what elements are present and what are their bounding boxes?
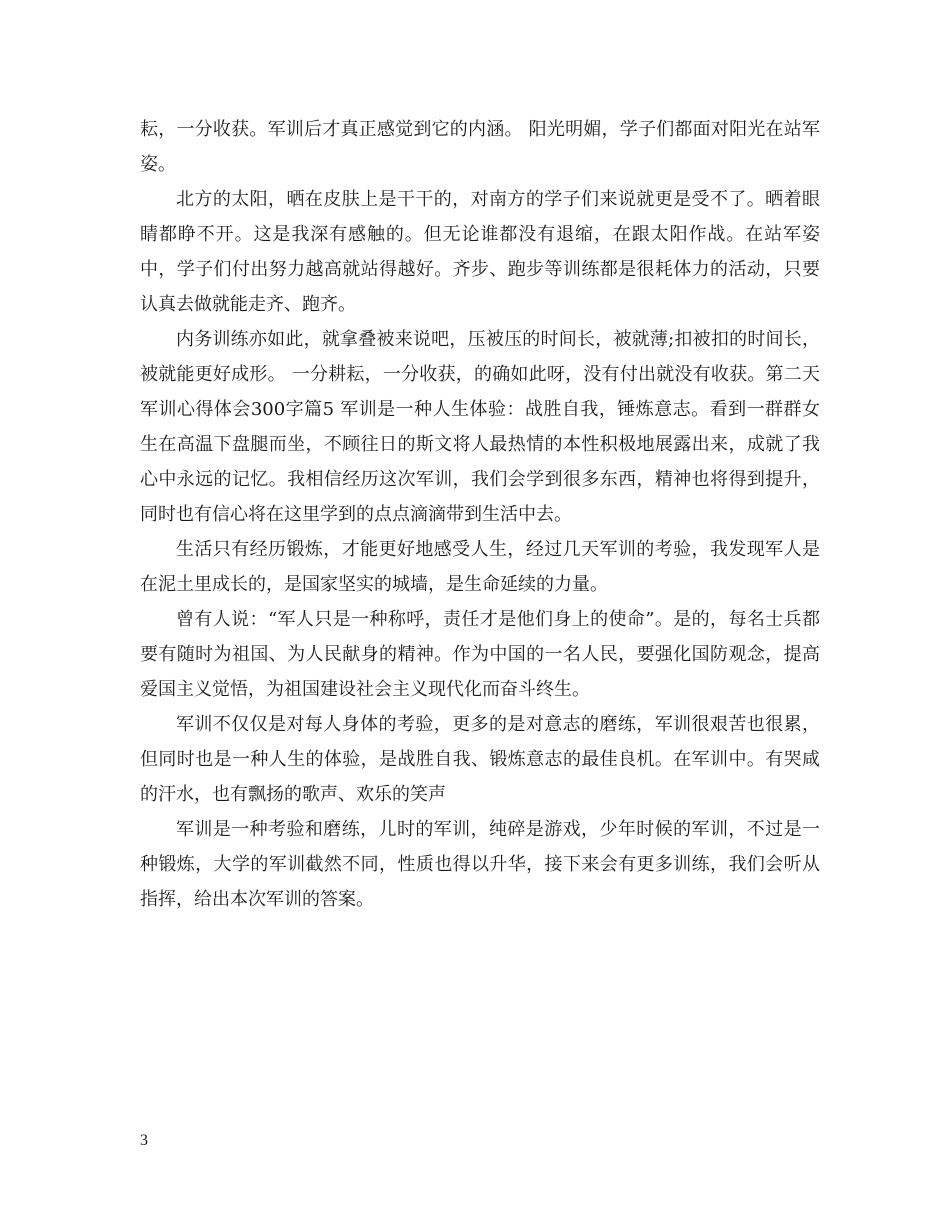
paragraph: 北方的太阳，晒在皮肤上是干干的，对南方的学子们来说就更是受不了。晒着眼睛都睁不开。这是我深有感触的。但无论谁都没有退缩，在跟太阳作战。在站军姿中，学子们付出努力越高就站得越好。齐步、跑步等训练都是很耗体力的活动，只要认真去做就能走齐、跑齐。	[140, 189, 820, 315]
paragraph: 军训是一种考验和磨练，儿时的军训，纯碎是游戏，少年时候的军训，不过是一种锻炼，大学的军训截然不同，性质也得以升华，接下来会有更多训练，我们会听从指挥，给出本次军训的答案。	[140, 819, 820, 910]
paragraph: 军训不仅仅是对每人身体的考验，更多的是对意志的磨练，军训很艰苦也很累，但同时也是一种人生的体验，是战胜自我、锻炼意志的最佳良机。在军训中。有哭咸的汗水，也有飘扬的歌声、欢乐的笑声	[140, 714, 820, 805]
paragraph-continuation: 耘，一分收获。军训后才真正感觉到它的内涵。 阳光明媚，学子们都面对阳光在站军姿。	[140, 119, 820, 175]
body-text	[140, 112, 820, 917]
paragraph: 生活只有经历锻炼，才能更好地感受人生，经过几天军训的考验，我发现军人是在泥土里成长的，是国家坚实的城墙，是生命延续的力量。	[140, 539, 820, 595]
paragraph: 内务训练亦如此，就拿叠被来说吧，压被压的时间长，被就薄;扣被扣的时间长，被就能更好成形。 一分耕耘，一分收获，的确如此呀，没有付出就没有收获。第二天军训心得体会300字篇5 军训是一种人生体验：战胜自我，锤炼意志。看到一群群女生在高温下盘腿而坐，不顾往日的斯文将人最热情的本性积极地展露出来，成就了我心中永远的记忆。我相信经历这次军训，我们会学到很多东西，精神也将得到提升，同时也有信心将在这里学到的点点滴滴带到生活中去。	[140, 329, 820, 525]
paragraph: 曾有人说：“军人只是一种称呼，责任才是他们身上的使命”。是的，每名士兵都要有随时为祖国、为人民献身的精神。作为中国的一名人民，要强化国防观念，提高爱国主义觉悟，为祖国建设社会主义现代化而奋斗终生。	[140, 609, 820, 700]
page-number: 3	[140, 1132, 148, 1149]
